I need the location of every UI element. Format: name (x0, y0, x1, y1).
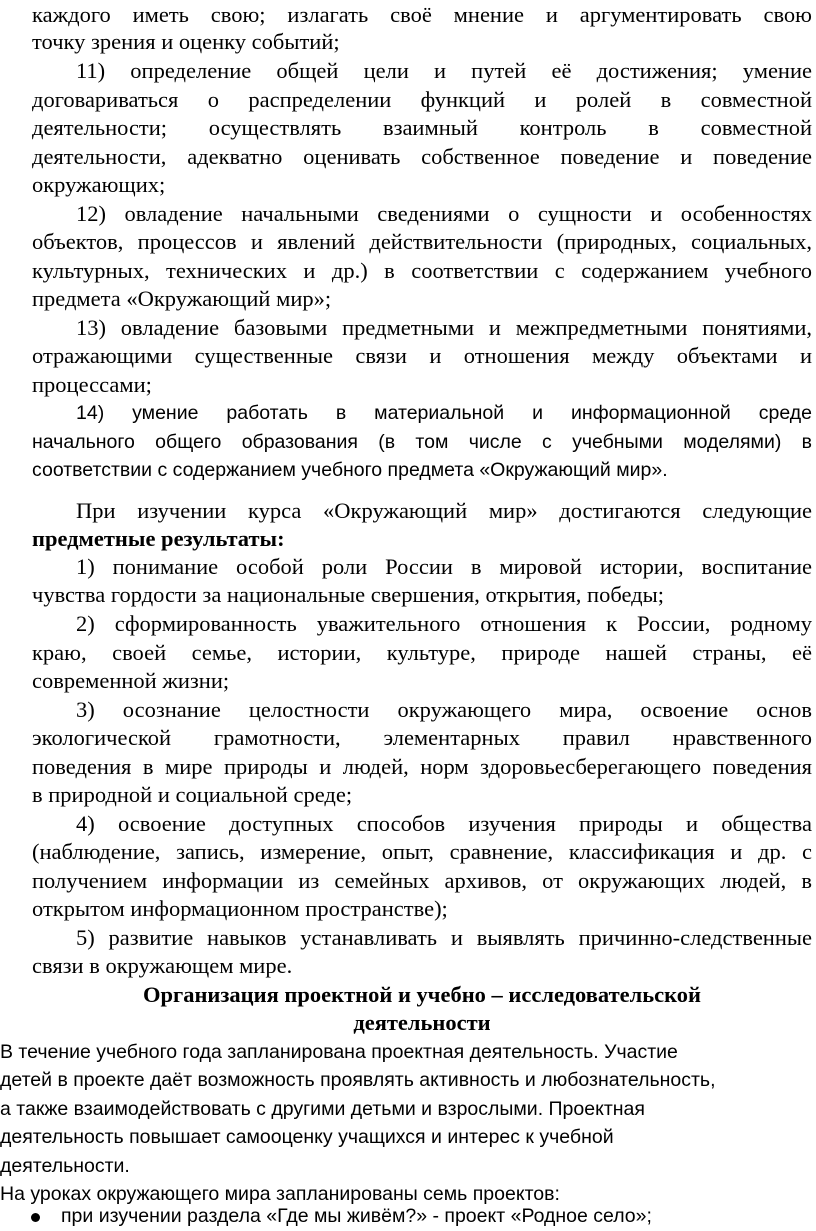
projects-intro: На уроках окружающего мира запланированы семь проектов: (0, 1183, 560, 1205)
text-line: каждого иметь свою; излагать своё мнение и аргументировать свою (32, 2, 812, 27)
text-line: отражающими существенные связи и отношения между объектами и (32, 343, 812, 368)
text-line: соответствии с содержанием учебного предмета «Окружающий мир». (32, 459, 668, 481)
text-line: процессами; (32, 372, 152, 397)
text-line: в природной и социальной среде; (32, 782, 353, 807)
section-heading-cont: деятельности (353, 1010, 491, 1035)
text-line: договариваться о распределении функций и ролей в совместной (32, 87, 812, 112)
bullet-icon (31, 1213, 40, 1222)
text-line: краю, своей семье, истории, культуре, природе нашей страны, её (32, 640, 812, 665)
text-line: экологической грамотности, элементарных правил нравственного (32, 725, 812, 750)
text-line: деятельность повышает самооценку учащихся и интерес к учебной (0, 1126, 614, 1148)
text-line: детей в проекте даёт возможность проявлять активность и любознательность, (0, 1069, 716, 1091)
results-heading: предметные результаты: (32, 526, 285, 551)
list-item-12: 12) овладение начальными сведениями о сущности и особенностях (76, 201, 812, 226)
text-line: современной жизни; (32, 668, 230, 693)
list-item-11: 11) определение общей цели и путей её достижения; умение (76, 58, 812, 83)
list-item-14: 14) умение работать в материальной и информационной среде (76, 402, 812, 424)
text-line: объектов, процессов и явлений действительности (природных, социальных, (32, 229, 812, 254)
result-item-3: 3) осознание целостности окружающего мира, освоение основ (76, 697, 812, 722)
result-item-2: 2) сформированность уважительного отношения к России, родному (76, 611, 812, 636)
results-intro: При изучении курса «Окружающий мир» достигаются следующие (76, 498, 812, 523)
result-item-4: 4) освоение доступных способов изучения природы и общества (76, 811, 812, 836)
text-line: (наблюдение, запись, измерение, опыт, сравнение, классификация и др. с (32, 839, 812, 864)
list-item-13: 13) овладение базовыми предметными и межпредметными понятиями, (76, 315, 812, 340)
section-heading: Организация проектной и учебно – исследовательской (142, 982, 701, 1007)
text-line: деятельности; осуществлять взаимный контроль в совместной (32, 115, 812, 140)
result-item-1: 1) понимание особой роли России в мировой истории, воспитание (76, 554, 812, 579)
text-line: окружающих; (32, 172, 166, 197)
text-line: связи в окружающем мире. (32, 953, 293, 978)
text-line: начального общего образования (в том числе с учебными моделями) в (32, 431, 812, 453)
text-line: деятельности. (0, 1155, 130, 1177)
text-line: точку зрения и оценку событий; (32, 29, 340, 54)
text-line: деятельности, адекватно оценивать собственное поведение и поведение (32, 144, 812, 169)
project-paragraph: В течение учебного года запланирована проектная деятельность. Участие (0, 1041, 678, 1063)
text-line: культурных, технических и др.) в соответствии с содержанием учебного (32, 258, 812, 283)
result-item-5: 5) развитие навыков устанавливать и выявлять причинно-следственные (76, 925, 812, 950)
text-line: открытом информационном пространстве); (32, 896, 448, 921)
text-line: получением информации из семейных архивов, от окружающих людей, в (32, 868, 812, 893)
text-line: чувства гордости за национальные свершения, открытия, победы; (32, 582, 664, 607)
text-line: поведения в мире природы и людей, норм здоровьесберегающего поведения (32, 754, 812, 779)
project-list-item: при изучении раздела «Где мы живём?» - проект «Родное село»; (61, 1205, 652, 1227)
text-line: предмета «Окружающий мир»; (32, 286, 332, 311)
text-line: а также взаимодействовать с другими детьми и взрослыми. Проектная (0, 1098, 645, 1120)
